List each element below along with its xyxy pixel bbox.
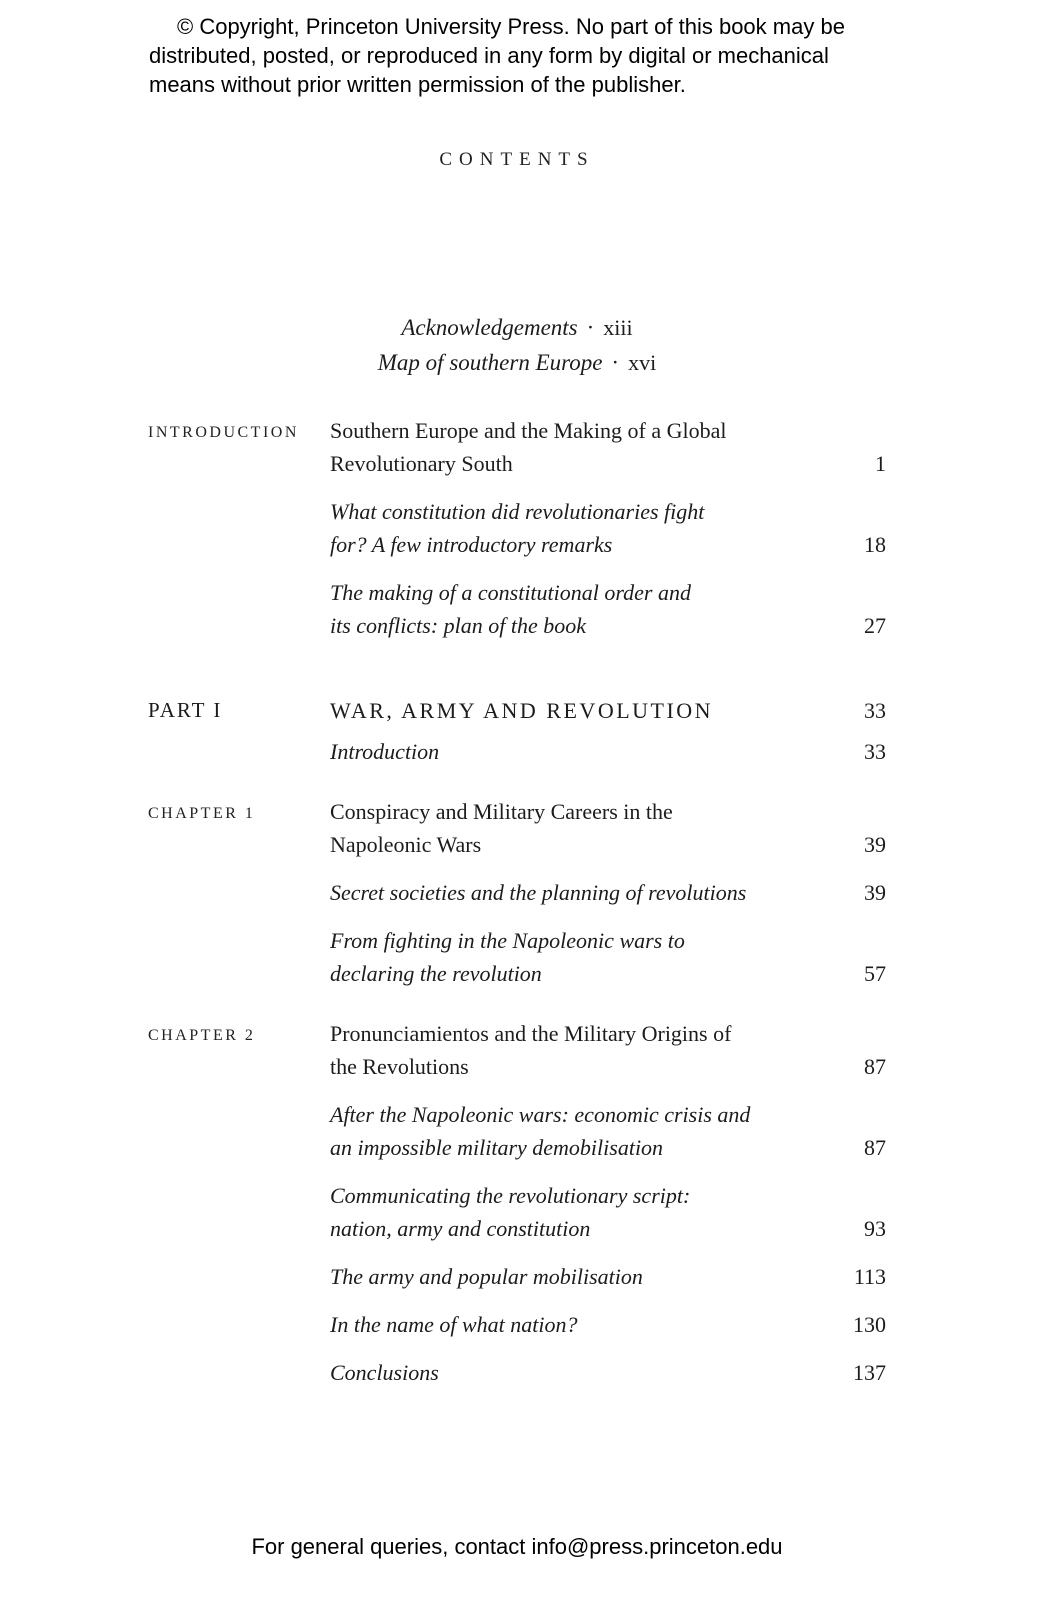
copyright-line: © Copyright, Princeton University Press. No part of this book may be [177,14,845,39]
toc-entry [148,694,886,727]
toc-entry-page-number: 137 [853,1360,886,1385]
front-matter-title: Map of southern Europe [377,350,603,375]
toc-entry-label [148,876,330,878]
front-matter-title: Acknowledgements [401,315,578,340]
toc-entry-title [330,795,864,861]
separator-dot: · [586,315,595,340]
toc-entry-page-number: 1 [875,451,886,476]
page-content [148,149,886,1389]
copyright-line: distributed, posted, or reproduced in any form by digital or mechanical [149,43,829,68]
toc-entry-title [330,576,864,642]
toc-entry [148,876,886,909]
toc-entry-page-number: 93 [864,1216,886,1241]
toc-title-line: From fighting in the Napoleonic wars to [330,928,685,953]
toc-entry-title [330,735,864,768]
toc-entry-label [148,735,330,737]
toc-entry-title [330,694,864,727]
toc-entry-page-number: 113 [853,1264,886,1289]
toc-entry-page-number: 39 [864,832,886,857]
toc-entry [148,495,886,561]
toc-title-line: Communicating the revolutionary script: [330,1183,691,1208]
toc-title-line: the Revolutions [330,1054,469,1079]
toc-title-line: Pronunciamientos and the Military Origins of [330,1021,732,1046]
copyright-notice [149,12,869,99]
toc-entry-label: INTRODUCTION [148,424,299,441]
toc-title-line: its conflicts: plan of the book [330,613,587,638]
toc-title-line: Conspiracy and Military Careers in the [330,799,673,824]
toc-entry [148,1356,886,1389]
toc-entry-label [148,495,330,497]
toc-entry-title [330,414,875,480]
toc-entry-title [330,1260,854,1293]
toc-entry [148,1308,886,1341]
toc-entry-label: CHAPTER 1 [148,805,256,822]
front-matter-page-number: xvi [628,350,657,375]
toc-entry-title [330,1098,864,1164]
toc-title-line: nation, army and constitution [330,1216,591,1241]
toc-entry [148,1260,886,1293]
copyright-line: means without prior written permission of the publisher. [149,72,686,97]
toc-entry-page-number: 27 [864,613,886,638]
toc-entry-page-number: 39 [864,880,886,905]
toc-entry-title [330,1356,853,1389]
toc-title-line: The making of a constitutional order and [330,580,691,605]
toc-entry-page-number: 18 [864,532,886,557]
toc-entry-title [330,1179,864,1245]
toc-title-line: for? A few introductory remarks [330,532,613,557]
toc-entry-label [148,576,330,578]
toc-title-line: an impossible military demobilisation [330,1135,664,1160]
toc-title-line: WAR, ARMY AND REVOLUTION [330,698,714,723]
toc-entry-page-number: 33 [864,698,886,723]
toc-entry-page-number: 87 [864,1135,886,1160]
toc-entry [148,576,886,642]
toc-title-line: After the Napoleonic wars: economic crisis and [330,1102,751,1127]
toc-title-line: Southern Europe and the Making of a Global [330,418,727,443]
toc-title-line: In the name of what nation? [330,1312,578,1337]
toc-entry-title [330,495,864,561]
toc-entry-title [330,876,864,909]
toc-entry [148,1098,886,1164]
toc-title-line: Revolutionary South [330,451,513,476]
separator-dot: · [611,350,620,375]
toc-entry-label [148,1260,330,1262]
toc-title-line: Secret societies and the planning of revolutions [330,880,747,905]
toc-entry-page-number: 130 [853,1312,886,1337]
toc-title-line: The army and popular mobilisation [330,1264,643,1289]
toc-entry [148,1179,886,1245]
front-matter-list [148,310,886,380]
toc-list [148,414,886,1389]
toc-entry-page-number: 57 [864,961,886,986]
front-matter-item [148,345,886,380]
toc-entry-label [148,1179,330,1181]
toc-entry [148,924,886,990]
toc-entry-label [148,1098,330,1100]
page-title: CONTENTS [439,149,595,170]
toc-entry [148,1017,886,1083]
front-matter-page-number: xiii [603,315,633,340]
toc-entry-title [330,1308,853,1341]
toc-entry-page-number: 33 [864,739,886,764]
toc-entry-label [148,924,330,926]
toc-entry [148,735,886,768]
toc-entry-label [148,1308,330,1310]
toc-entry-title [330,1017,864,1083]
toc-entry [148,414,886,480]
toc-entry-page-number: 87 [864,1054,886,1079]
toc-entry-label: PART I [148,698,223,722]
toc-title-line: Conclusions [330,1360,439,1385]
front-matter-item [148,310,886,345]
toc-title-line: Napoleonic Wars [330,832,482,857]
queries-footer: For general queries, contact info@press.princeton.edu [251,1534,783,1559]
toc-title-line: What constitution did revolutionaries fight [330,499,705,524]
toc-entry-label [148,1356,330,1358]
toc-entry-label: CHAPTER 2 [148,1027,256,1044]
toc-title-line: Introduction [330,739,440,764]
toc-title-line: declaring the revolution [330,961,542,986]
toc-entry-title [330,924,864,990]
toc-entry [148,795,886,861]
